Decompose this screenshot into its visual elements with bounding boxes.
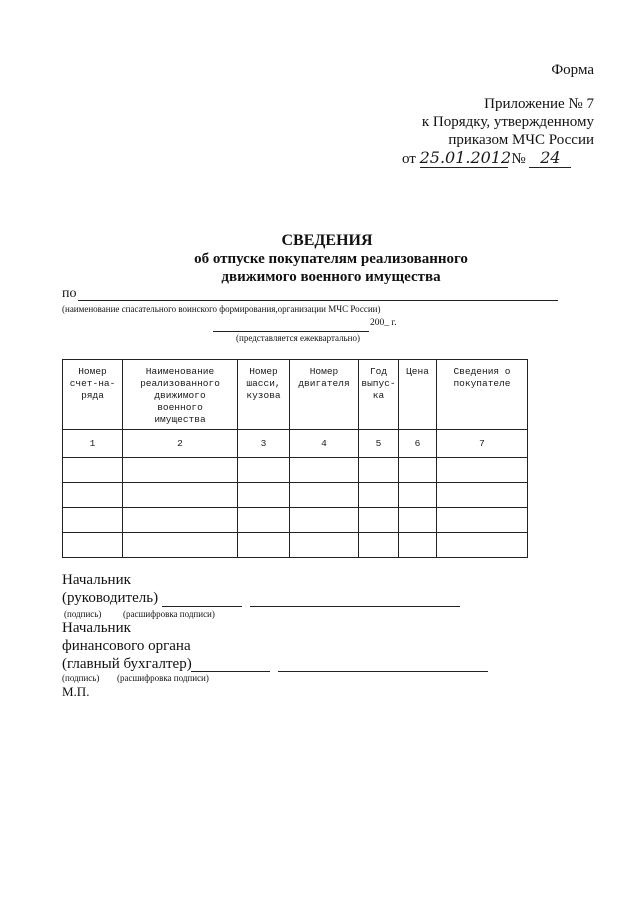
table-row [63,458,528,483]
fin-title-line3: (главный бухгалтер) [62,656,192,672]
period-field [213,331,369,332]
table-cell[interactable] [399,533,437,558]
col-header-engine-l2: двигателя [298,378,350,389]
col-header-invoice [63,360,123,430]
table-cell[interactable] [359,533,399,558]
col-header-invoice-l1: Номер [78,366,107,377]
column-number-row [63,430,528,458]
table-cell[interactable] [123,483,238,508]
col-header-property-l4: военного [157,402,203,413]
col-header-buyer [437,360,528,430]
col-header-price [399,360,437,430]
table-cell[interactable] [63,458,123,483]
table-cell[interactable] [123,533,238,558]
table-cell[interactable] [437,508,528,533]
col-header-chassis-l1: Номер [249,366,278,377]
table-cell[interactable] [63,533,123,558]
col-header-year-l1: Год [369,366,388,377]
head-caption-decode: (расшифровка подписи) [123,609,215,619]
head-signature-decode-field[interactable] [250,606,460,607]
fin-title-line2: финансового органа [62,638,191,654]
fin-signature-decode-field[interactable] [278,671,488,672]
col-header-engine [290,360,359,430]
col-header-invoice-l2: счет-на- [69,378,116,389]
table-cell[interactable] [290,533,359,558]
col-header-property-l5: имущества [154,414,206,425]
table-cell[interactable] [437,533,528,558]
table-cell[interactable] [290,458,359,483]
fin-caption-signature: (подпись) [62,673,100,683]
col-header-property-l1: Наименование [145,366,215,377]
date-prefix: от [402,151,416,167]
fin-title-line1: Начальник [62,620,131,636]
column-number: 2 [123,430,238,458]
order-date-handwritten: 25.01.2012 [419,148,512,167]
col-header-price-l1: Цена [406,366,429,377]
table-cell[interactable] [238,508,290,533]
col-header-chassis [238,360,290,430]
order-date-line [402,148,571,170]
table-cell[interactable] [399,483,437,508]
org-caption: (наименование спасательного воинского формирования,организации МЧС России) [62,304,381,314]
col-header-engine-l1: Номер [309,366,339,377]
table-row [63,533,528,558]
col-header-invoice-l3: ряда [81,390,104,401]
col-header-property-l2: реализованного [140,378,220,389]
column-number: 3 [238,430,290,458]
appendix-line-3: приказом МЧС России [448,132,594,148]
table-cell[interactable] [399,508,437,533]
head-title-line1: Начальник [62,572,131,588]
col-header-property [123,360,238,430]
table-cell[interactable] [290,483,359,508]
col-header-buyer-l2: покупателе [453,378,511,389]
table-cell[interactable] [123,508,238,533]
fin-signature-field[interactable] [191,671,270,672]
org-prefix: по [62,286,77,301]
order-number-handwritten: 24 [529,148,571,168]
head-caption-signature: (подпись) [64,609,102,619]
document-subtitle-2: движимого военного имущества [221,269,441,285]
column-number: 1 [63,430,123,458]
form-label: Форма [551,62,594,78]
col-header-chassis-l3: кузова [246,390,281,401]
document-title: СВЕДЕНИЯ [281,232,373,249]
period-caption: (представляется ежеквартально) [236,333,360,343]
col-header-property-l3: движимого [154,390,206,401]
table-cell[interactable] [63,483,123,508]
appendix-line-2: к Порядку, утвержденному [421,114,594,130]
document-subtitle-1: об отпуске покупателям реализованного [194,251,468,267]
column-number: 5 [359,430,399,458]
table-cell[interactable] [437,483,528,508]
table-cell[interactable] [437,458,528,483]
table-cell[interactable] [123,458,238,483]
appendix-line-1: Приложение № 7 [484,96,594,112]
table-cell[interactable] [238,533,290,558]
table-cell[interactable] [359,508,399,533]
column-number: 6 [399,430,437,458]
head-title-line2: (руководитель) [62,590,159,606]
sales-table [62,359,528,558]
col-header-year [359,360,399,430]
org-name-field [78,300,558,301]
table-header-row [63,360,528,430]
table-cell[interactable] [238,458,290,483]
stamp-place: М.П. [62,684,90,699]
table-cell[interactable] [359,458,399,483]
column-number: 4 [290,430,359,458]
table-row [63,508,528,533]
col-header-buyer-l1: Сведения о [453,366,511,377]
table-cell[interactable] [63,508,123,533]
col-header-year-l2: выпус- [361,378,396,389]
table-cell[interactable] [359,483,399,508]
table-cell[interactable] [399,458,437,483]
column-number: 7 [437,430,528,458]
table-cell[interactable] [290,508,359,533]
number-sign: № [511,151,526,167]
fin-caption-decode: (расшифровка подписи) [117,673,209,683]
col-header-year-l3: ка [372,390,385,401]
col-header-chassis-l2: шасси, [246,378,281,389]
head-signature-field[interactable] [162,606,242,607]
year-suffix: 200_ г. [370,318,397,328]
table-cell[interactable] [238,483,290,508]
table-row [63,483,528,508]
